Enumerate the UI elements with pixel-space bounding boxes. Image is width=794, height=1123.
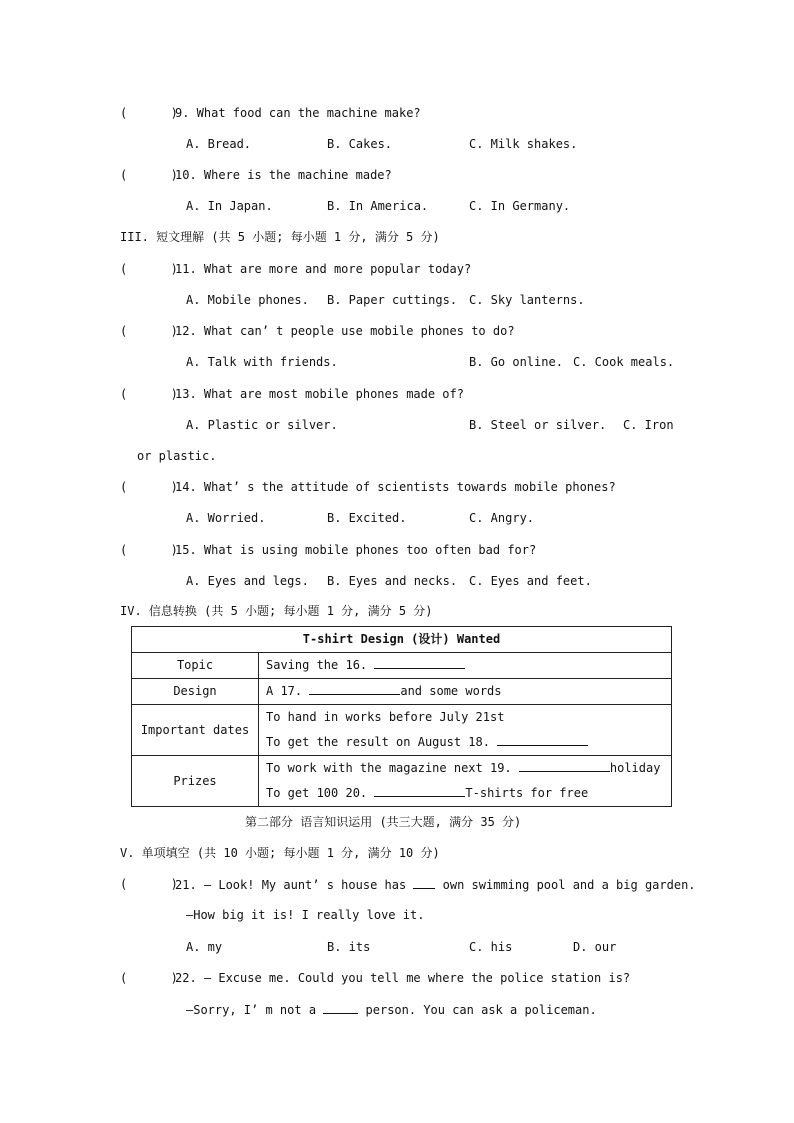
prizes-text-2: To get 100 20.	[266, 786, 368, 800]
option-a: A. my	[186, 940, 223, 954]
row-label-topic: Topic	[132, 653, 259, 679]
answer-bracket: ( )	[120, 480, 178, 494]
option-c: C. Eyes and feet.	[469, 574, 592, 588]
option-c: C. Milk shakes.	[469, 137, 578, 151]
answer-blank-19	[519, 759, 610, 772]
question-14: 14. What’ s the attitude of scientists towards mobile phones?	[175, 480, 616, 494]
question-11: 11. What are more and more popular today?	[175, 262, 472, 276]
design-text: A 17.	[266, 684, 303, 698]
answer-bracket: ( )	[120, 387, 178, 401]
answer-blank	[413, 876, 435, 889]
section-heading: IV. 信息转换 (共 5 小题; 每小题 1 分, 满分 5 分)	[120, 604, 433, 618]
part-heading: 第二部分 语言知识运用 (共三大题, 满分 35 分)	[245, 815, 522, 829]
answer-bracket: ( )	[120, 168, 178, 182]
option-c: C. In Germany.	[469, 199, 571, 213]
option-b: B. Paper cuttings.	[327, 293, 458, 307]
question-22-reply-text: —Sorry, I’ m not a	[186, 1003, 317, 1017]
answer-bracket: ( )	[120, 877, 178, 891]
row-label-design: Design	[132, 679, 259, 705]
row-value-prizes	[259, 756, 672, 807]
answer-blank-17	[309, 682, 400, 695]
question-21-text-post: own swimming pool and a big garden.	[442, 878, 696, 892]
option-b: B. Excited.	[327, 511, 407, 525]
table-title: T-shirt Design (设计) Wanted	[132, 627, 672, 653]
option-a: A. In Japan.	[186, 199, 273, 213]
answer-bracket: ( )	[120, 262, 178, 276]
prizes-text-1-post: holiday	[609, 761, 661, 775]
answer-blank-16	[374, 656, 465, 669]
topic-text: Saving the 16.	[266, 658, 368, 672]
question-13: 13. What are most mobile phones made of?	[175, 387, 464, 401]
question-22-reply	[186, 1001, 597, 1018]
option-a: A. Eyes and legs.	[186, 574, 309, 588]
dates-line-1: To hand in works before July 21st	[266, 710, 505, 724]
answer-blank-20	[374, 784, 465, 797]
row-value-dates	[259, 705, 672, 756]
row-label-dates: Important dates	[132, 705, 259, 756]
option-c: C. Sky lanterns.	[469, 293, 585, 307]
question-21-reply: —How big it is! I really love it.	[186, 908, 425, 922]
section-heading: V. 单项填空 (共 10 小题; 每小题 1 分, 满分 10 分)	[120, 846, 440, 860]
option-b: B. Eyes and necks.	[327, 574, 458, 588]
answer-bracket: ( )	[120, 543, 178, 557]
question-9: 9. What food can the machine make?	[175, 106, 421, 120]
answer-bracket: ( )	[120, 106, 178, 120]
prizes-line-1	[266, 756, 671, 781]
dates-text-2: To get the result on August 18.	[266, 735, 490, 749]
option-c: C. his	[469, 940, 513, 954]
option-c-continued: or plastic.	[137, 449, 217, 463]
design-text-post: and some words	[400, 684, 502, 698]
info-table	[131, 626, 672, 807]
answer-blank-18	[497, 733, 588, 746]
option-c: C. Iron	[623, 418, 674, 432]
question-22-reply-post: person. You can ask a policeman.	[365, 1003, 597, 1017]
dates-line-2	[266, 730, 671, 755]
option-b: B. In America.	[327, 199, 429, 213]
option-b: B. Cakes.	[327, 137, 393, 151]
section-heading: III. 短文理解 (共 5 小题; 每小题 1 分, 满分 5 分)	[120, 230, 440, 244]
option-c: C. Cook meals.	[573, 355, 675, 369]
option-a: A. Worried.	[186, 511, 266, 525]
option-a: A. Mobile phones.	[186, 293, 309, 307]
row-value-topic	[259, 653, 672, 679]
row-label-prizes: Prizes	[132, 756, 259, 807]
answer-bracket: ( )	[120, 971, 178, 985]
question-21	[175, 876, 696, 893]
option-a: A. Talk with friends.	[186, 355, 338, 369]
option-b: B. Go online.	[469, 355, 563, 369]
row-value-design	[259, 679, 672, 705]
option-a: A. Plastic or silver.	[186, 418, 338, 432]
question-21-text: 21. — Look! My aunt’ s house has	[175, 878, 407, 892]
option-b: B. Steel or silver.	[469, 418, 607, 432]
prizes-text-2-post: T-shirts for free	[465, 786, 589, 800]
option-b: B. its	[327, 940, 371, 954]
option-a: A. Bread.	[186, 137, 252, 151]
prizes-text-1: To work with the magazine next 19.	[266, 761, 512, 775]
option-d: D. our	[573, 940, 617, 954]
question-10: 10. Where is the machine made?	[175, 168, 392, 182]
prizes-line-2	[266, 781, 671, 806]
question-15: 15. What is using mobile phones too often bad for?	[175, 543, 537, 557]
question-12: 12. What can’ t people use mobile phones to do?	[175, 324, 515, 338]
answer-blank	[323, 1001, 358, 1014]
answer-bracket: ( )	[120, 324, 178, 338]
question-22: 22. — Excuse me. Could you tell me where the police station is?	[175, 971, 631, 985]
option-c: C. Angry.	[469, 511, 535, 525]
